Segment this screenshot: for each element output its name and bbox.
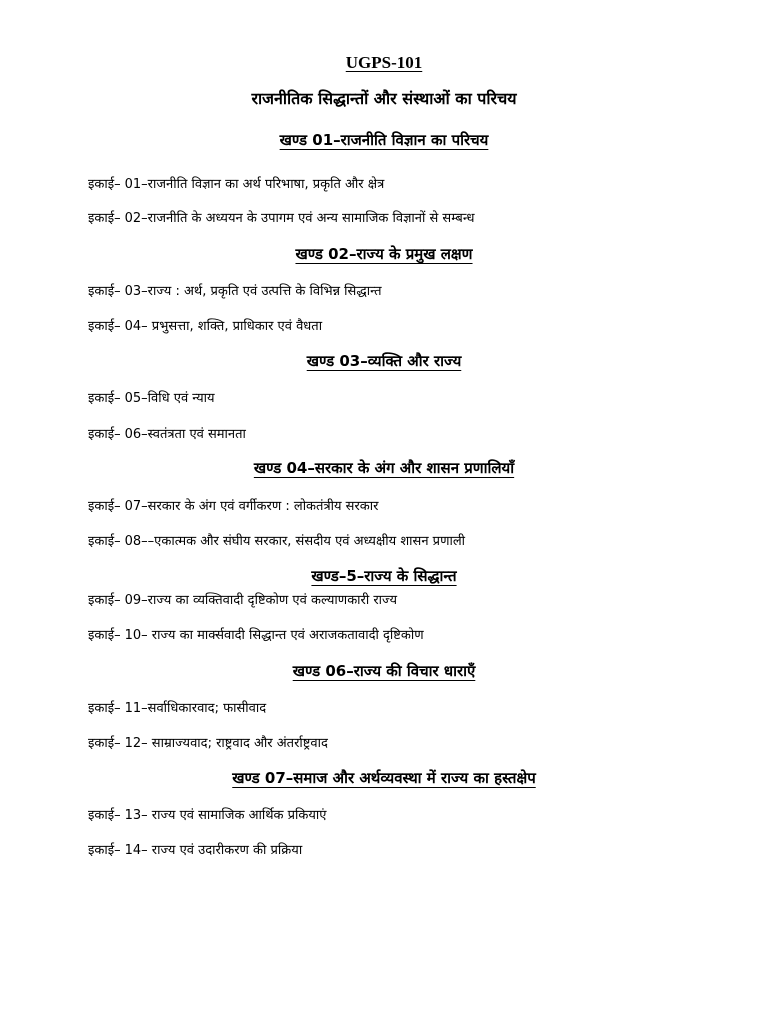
unit-text: 11–सर्वाधिकारवाद; फासीवाद [124,701,267,716]
section-heading-2: खण्ड 02–राज्य के प्रमुख लक्षण [295,245,473,263]
unit-item-14 [88,840,302,858]
section-heading-7: खण्ड 07–समाज और अर्थव्यवस्था में राज्य का हस्तक्षेप [232,769,536,787]
unit-text: 09–राज्य का व्यक्तिवादी दृष्टिकोण एवं कल्याणकारी राज्य [124,593,398,608]
unit-label: इकाई– [88,628,121,643]
section-heading-6: खण्ड 06–राज्य की विचार धाराएँ [292,662,476,680]
unit-text: 03–राज्य : अर्थ, प्रकृति एवं उत्पत्ति के विभिन्न सिद्धान्त [124,284,382,299]
course-title: राजनीतिक सिद्धान्तों और संस्थाओं का परिचय [251,89,517,108]
unit-label: इकाई– [88,808,121,823]
unit-text: 06–स्वतंत्रता एवं समानता [124,427,246,442]
unit-item-02 [88,208,474,226]
unit-item-08 [88,531,465,549]
unit-label: इकाई– [88,593,121,608]
unit-label: इकाई– [88,736,121,751]
section-heading-3: खण्ड 03–व्यक्ति और राज्य [306,352,462,370]
unit-text: 05–विधि एवं न्याय [124,391,215,406]
unit-item-13 [88,805,327,823]
unit-item-01 [88,174,384,192]
unit-item-12 [88,733,328,751]
section-heading-1: खण्ड 01–राजनीति विज्ञान का परिचय [279,131,489,149]
section-heading-5: खण्ड–5–राज्य के सिद्धान्त [311,567,457,585]
unit-label: इकाई– [88,284,121,299]
unit-item-10 [88,625,424,643]
unit-item-05 [88,388,215,406]
unit-item-11 [88,698,266,716]
unit-text: 14– राज्य एवं उदारीकरण की प्रक्रिया [124,843,303,858]
unit-label: इकाई– [88,427,121,442]
unit-label: इकाई– [88,391,121,406]
unit-text: 13– राज्य एवं सामाजिक आर्थिक प्रकियाएं [124,808,327,823]
unit-text: 07–सरकार के अंग एवं वर्गीकरण : लोकतंत्रीय सरकार [124,499,379,514]
unit-text: 12– साम्राज्यवाद; राष्ट्रवाद और अंतर्राष्ट्रवाद [124,736,328,751]
unit-text: 08––एकात्मक और संघीय सरकार, संसदीय एवं अध्यक्षीय शासन प्रणाली [124,534,466,549]
unit-item-07 [88,496,378,514]
unit-label: इकाई– [88,843,121,858]
unit-text: 04– प्रभुसत्ता, शक्ति, प्राधिकार एवं वैधता [124,319,323,334]
unit-label: इकाई– [88,319,121,334]
unit-label: इकाई– [88,211,121,226]
unit-item-09 [88,590,397,608]
unit-label: इकाई– [88,499,121,514]
unit-label: इकाई– [88,534,121,549]
unit-item-03 [88,281,382,299]
unit-item-04 [88,316,322,334]
unit-label: इकाई– [88,177,121,192]
unit-text: 10– राज्य का मार्क्सवादी सिद्धान्त एवं अराजकतावादी दृष्टिकोण [124,628,424,643]
section-heading-4: खण्ड 04–सरकार के अंग और शासन प्रणालियॉं [253,459,515,477]
course-code: UGPS-101 [345,53,423,72]
unit-item-06 [88,424,246,442]
unit-text: 02–राजनीति के अध्ययन के उपागम एवं अन्य सामाजिक विज्ञानों से सम्बन्ध [124,211,475,226]
unit-text: 01–राजनीति विज्ञान का अर्थ परिभाषा, प्रकृति और क्षेत्र [124,177,385,192]
unit-label: इकाई– [88,701,121,716]
